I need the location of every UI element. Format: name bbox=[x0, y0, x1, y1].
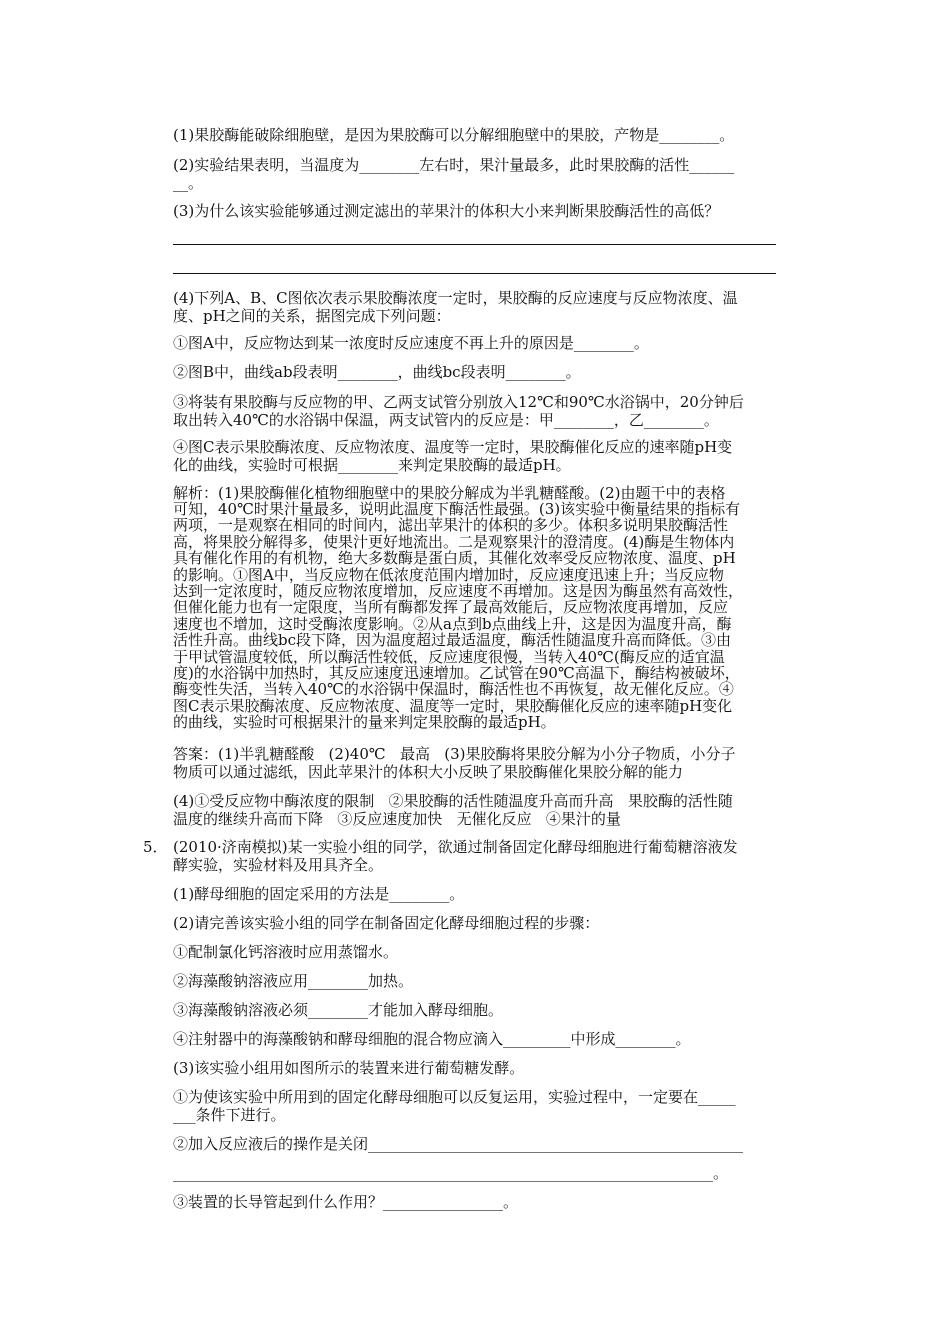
analysis-line: 达到一定浓度时，随反应物浓度增加，反应速度不再增加。这是因为酶虽然有高效性， bbox=[173, 582, 744, 600]
q5-part1: (1)酵母细胞的固定采用的方法是________。 bbox=[173, 885, 465, 903]
q4-part4-item1: ①图A中，反应物达到某一浓度时反应速度不再上升的原因是________。 bbox=[173, 334, 649, 352]
analysis-line: 速度也不增加，这时受酶浓度影响。②从a点到b点曲线上升，这是因为温度升高，酶 bbox=[173, 615, 732, 633]
q5-part3-item2-line1: ②加入反应液后的操作是关闭__________________________________________________ bbox=[173, 1135, 744, 1153]
q5-part3-item1-line1: ①为使该实验中所用到的固定化酵母细胞可以反复运用，实验过程中，一定要在_____ bbox=[173, 1088, 736, 1106]
answer-line3: (4)①受反应物中酶浓度的限制 ②果胶酶的活性随温度升高而升高 果胶酶的活性随 bbox=[173, 792, 733, 810]
q5-part3: (3)该实验小组用如图所示的装置来进行葡萄糖发酵。 bbox=[173, 1059, 525, 1077]
q5-part3-item3: ③装置的长导管起到什么作用？________________。 bbox=[173, 1193, 519, 1211]
q5-part2-step4: ④注射器中的海藻酸钠和酵母细胞的混合物应滴入_________中形成________。 bbox=[173, 1030, 691, 1048]
analysis-line: 于甲试管温度较低，所以酶活性较低，反应速度很慢，当转入40℃(酶反应的适宜温 bbox=[173, 648, 725, 666]
q4-part1: (1)果胶酶能破除细胞壁，是因为果胶酶可以分解细胞壁中的果胶，产物是________。 bbox=[173, 126, 735, 144]
answer-line4: 温度的继续升高而下降 ③反应速度加快 无催化反应 ④果汁的量 bbox=[173, 810, 621, 828]
q4-part4-item4-line2: 化的曲线，实验时可根据________来判定果胶酶的最适pH。 bbox=[173, 456, 571, 474]
q5-part2: (2)请完善该实验小组的同学在制备固定化酵母细胞过程的步骤： bbox=[173, 914, 600, 932]
q5-stem-line1: (2010·济南模拟)某一实验小组的同学，欲通过制备固定化酵母细胞进行葡萄糖溶液发 bbox=[173, 838, 738, 856]
q5-part3-item2-line2: ________________________________________________________________________。 bbox=[173, 1164, 729, 1182]
analysis-line: 图C表示果胶酶浓度、反应物浓度、温度等一定时，果胶酶催化反应的速率随pH变化 bbox=[173, 697, 733, 715]
answer-line bbox=[173, 244, 776, 245]
analysis-line: 的曲线，实验时可根据果汁的量来判定果胶酶的最适pH。 bbox=[173, 713, 556, 731]
q5-part3-item1-line2: ___条件下进行。 bbox=[173, 1106, 286, 1124]
q4-part4-line2: 度、pH之间的关系，据图完成下列问题： bbox=[173, 307, 451, 325]
q4-part4-line1: (4)下列A、B、C图依次表示果胶酶浓度一定时，果胶酶的反应速度与反应物浓度、温 bbox=[173, 289, 738, 307]
analysis-line: 两项，一是观察在相同的时间内，滤出苹果汁的体积的多少。体积多说明果胶酶活性 bbox=[173, 516, 729, 534]
q4-part4-item3-line2: 取出转入40℃的水浴锅中保温，两支试管内的反应是：甲________，乙________。 bbox=[173, 411, 719, 429]
q4-part2-line2: __。 bbox=[173, 174, 204, 192]
analysis-line: 高，将果胶分解得多，使果汁更好地流出。二是观察果汁的澄清度。(4)酶是生物体内 bbox=[173, 533, 735, 551]
analysis-line: 具有催化作用的有机物，绝大多数酶是蛋白质，其催化效率受反应物浓度、温度、pH bbox=[173, 549, 736, 567]
analysis-line: 可知，40℃时果汁量最多，说明此温度下酶活性最强。(3)该实验中衡量结果的指标有 bbox=[173, 500, 741, 518]
analysis-line: 但催化能力也有一定限度，当所有酶都发挥了最高效能后，反应物浓度再增加，反应 bbox=[173, 598, 729, 616]
analysis-line: 解析：(1)果胶酶催化植物细胞壁中的果胶分解成为半乳糖醛酸。(2)由题干中的表格 bbox=[173, 484, 726, 502]
q5-part2-step3: ③海藻酸钠溶液必须________才能加入酵母细胞。 bbox=[173, 1001, 504, 1019]
q5-stem-line2: 酵实验，实验材料及用具齐全。 bbox=[173, 856, 384, 874]
analysis-line: 的影响。①图A中，当反应物在低浓度范围内增加时，反应速度迅速上升；当反应物 bbox=[173, 566, 724, 584]
analysis-line: 活性升高。曲线bc段下降，因为温度超过最适温度，酶活性随温度升高而降低。③由 bbox=[173, 631, 732, 649]
q4-part4-item4-line1: ④图C表示果胶酶浓度、反应物浓度、温度等一定时，果胶酶催化反应的速率随pH变 bbox=[173, 438, 733, 456]
q4-part4-item2: ②图B中，曲线ab段表明________，曲线bc段表明________。 bbox=[173, 363, 581, 381]
q5-part2-step2: ②海藻酸钠溶液应用________加热。 bbox=[173, 972, 414, 990]
q4-part4-item3-line1: ③将装有果胶酶与反应物的甲、乙两支试管分别放入12℃和90℃水浴锅中，20分钟后 bbox=[173, 393, 744, 411]
answer-line bbox=[173, 273, 776, 274]
answer-line2: 物质可以通过滤纸，因此苹果汁的体积大小反映了果胶酶催化果胶分解的能力 bbox=[173, 763, 684, 781]
answer-line1: 答案：(1)半乳糖醛酸 (2)40℃ 最高 (3)果胶酶将果胶分解为小分子物质，小分子 bbox=[173, 745, 736, 763]
analysis-line: 酶变性失活，当转入40℃的水浴锅中保温时，酶活性也不再恢复，故无催化反应。④ bbox=[173, 680, 734, 698]
q5-part2-step1: ①配制氯化钙溶液时应用蒸馏水。 bbox=[173, 943, 399, 961]
q4-part2-line1: (2)实验结果表明，当温度为________左右时，果汁量最多，此时果胶酶的活性______ bbox=[173, 156, 735, 174]
analysis-line: 度)的水浴锅中加热时，其反应速度迅速增加。乙试管在90℃高温下，酶结构被破坏， bbox=[173, 664, 740, 682]
q4-part3: (3)为什么该实验能够通过测定滤出的苹果汁的体积大小来判断果胶酶活性的高低？ bbox=[173, 202, 720, 220]
question-number: 5． bbox=[143, 838, 168, 856]
